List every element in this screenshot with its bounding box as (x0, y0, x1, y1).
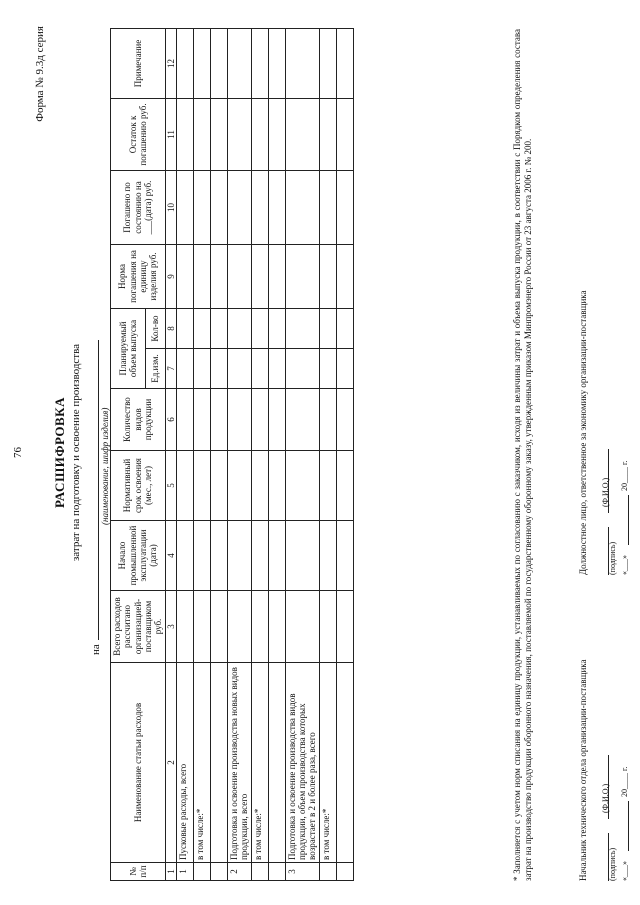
product-name-blank (88, 340, 99, 640)
col-number: 5 (165, 451, 176, 521)
col-number: 8 (165, 308, 176, 348)
header-col-remain: Остаток к погашению руб. (111, 98, 166, 170)
table-row (251, 28, 268, 880)
header-col-num: № п/п (111, 863, 166, 881)
table-row (285, 28, 319, 880)
signature-1-date-prefix: «___» (620, 861, 629, 881)
signature-2-sign-label: (подпись) (608, 541, 617, 575)
signature-1-title: Начальник технического отдела организации-поставщика (578, 659, 588, 881)
row-subitem-label: в том числе:* (251, 663, 268, 863)
col-number: 12 (165, 28, 176, 98)
col-number: 2 (165, 663, 176, 863)
table-row (228, 28, 252, 880)
header-col-norm: Норма погашения на единицу изделия руб. (111, 244, 166, 308)
header-sub-unit: Ед.изм. (146, 349, 166, 389)
header-col-volume: Планируемый объем выпуска (111, 308, 146, 388)
on-label: на (90, 644, 102, 655)
signature-1-year: 20____ г. (620, 766, 629, 797)
header-col-term: Нормативный срок освоения (мес., лет) (111, 451, 166, 521)
page-number: 76 (12, 447, 24, 458)
signature-2-title: Должностное лицо, ответственное за экономику организации-поставщика (578, 290, 588, 575)
table-row (211, 28, 228, 880)
header-col-start: Начало промышленной эксплуатации (дата) (111, 521, 166, 591)
form-label: Форма № 9.3д серия (34, 26, 46, 122)
col-number: 10 (165, 170, 176, 244)
header-col-repaid: Погашено по состоянию на ___(дата) руб. (111, 170, 166, 244)
table-row (177, 28, 194, 880)
row-number: 1 (177, 863, 194, 881)
signature-1-sign-label: (подпись) (608, 847, 617, 881)
expense-breakdown-table (110, 28, 354, 881)
signature-2-date-prefix: «___» (620, 555, 629, 575)
document-title: РАСШИФРОВКА (52, 397, 67, 508)
header-col-total: Всего расходов рассчитано организацией-поставщиком руб. (111, 591, 166, 663)
product-name-hint: (наименование, шифр изделия) (100, 407, 110, 525)
header-col-types: Количество видов продукции (111, 389, 166, 451)
col-number: 7 (165, 349, 176, 389)
header-sub-qty: Кол-во (146, 308, 166, 348)
col-number: 6 (165, 389, 176, 451)
row-number: 2 (228, 863, 252, 881)
signature-1-month-line (619, 801, 629, 851)
signature-2-month-line (619, 495, 629, 545)
header-col-note: Примечание (111, 28, 166, 98)
table-row (319, 28, 336, 880)
row-subitem-label: в том числе:* (194, 663, 211, 863)
document-subtitle: затрат на подготовку и освоение производства (70, 343, 82, 562)
col-number: 9 (165, 244, 176, 308)
row-name: Подготовка и освоение производства видов продукции, объем производства которых возрастает в 2 и более раза, всего (285, 663, 319, 863)
signature-2-year: 20____ г. (620, 460, 629, 491)
row-name: Подготовка и освоение производства новых видов продукции, всего (228, 663, 252, 863)
footnote: * Заполняется с учетом норм списания на единицу продукции, устанавливаемых по согласованию с заказчиком, исходя из величины затрат и объема выпуска продукции, в соответствии с Порядком определения состава затрат на производство продукции оборонного назначения, поставляемой по государственному оборонному заказу, утвержденным приказом Минпромэнерго России от 23 августа 2006 г. № 200. (512, 29, 534, 881)
row-subitem-label: в том числе:* (319, 663, 336, 863)
row-name: Пусковые расходы, всего (177, 663, 194, 863)
header-col-name: Наименование статьи расходов (111, 663, 166, 863)
table-row (268, 28, 285, 880)
col-number: 4 (165, 521, 176, 591)
table-row (194, 28, 211, 880)
col-number: 11 (165, 98, 176, 170)
col-number: 3 (165, 591, 176, 663)
col-number: 1 (165, 863, 176, 881)
row-number: 3 (285, 863, 319, 881)
signature-2-fio-label: (Ф.И.О.) (601, 477, 610, 507)
signature-1-fio-label: (Ф.И.О.) (601, 783, 610, 813)
table-row (336, 28, 353, 880)
